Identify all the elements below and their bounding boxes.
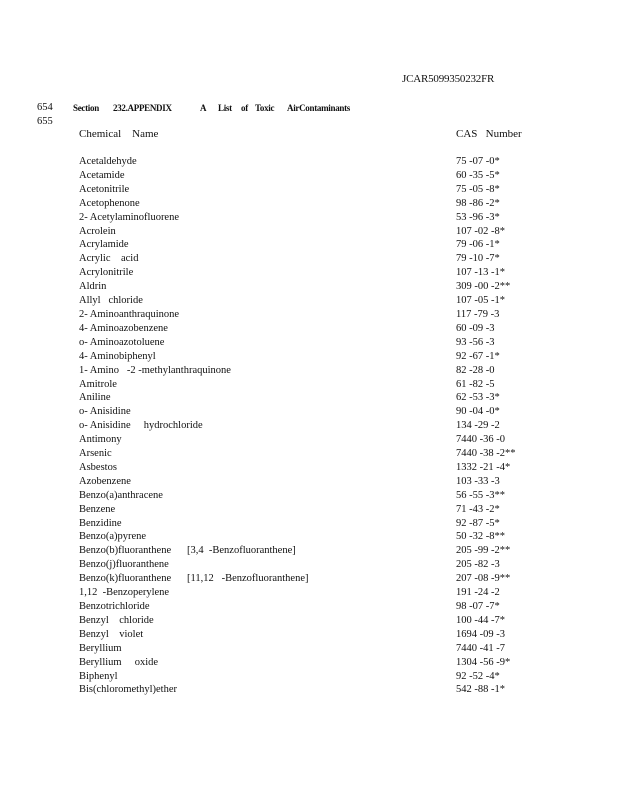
cas-number: 1304 -56 -9* xyxy=(456,656,511,668)
chemical-name: Acetaldehyde xyxy=(79,156,137,167)
chemical-list xyxy=(0,156,618,698)
table-row xyxy=(0,406,618,420)
table-row xyxy=(0,671,618,685)
cas-number: 98 -07 -7* xyxy=(456,601,500,612)
cas-number: 93 -56 -3 xyxy=(456,336,495,348)
chemical-name: 2- Acetylaminofluorene xyxy=(79,211,180,223)
table-row xyxy=(0,212,618,226)
chemical-name: Acetamide xyxy=(79,169,125,181)
chemical-name: Beryllium xyxy=(79,642,122,654)
chemical-name: Azobenzene xyxy=(79,475,131,487)
chemical-name: Benzyl chloride xyxy=(79,614,154,626)
cas-number: 56 -55 -3** xyxy=(456,489,505,501)
table-row xyxy=(0,379,618,393)
cas-number: 75 -05 -8* xyxy=(456,183,500,195)
line-numbers xyxy=(37,101,53,129)
chemical-name: Acrylic acid xyxy=(79,253,139,265)
chemical-name: Arsenic xyxy=(79,448,112,460)
table-row xyxy=(0,281,618,295)
table-row xyxy=(0,239,618,253)
table-row xyxy=(0,601,618,615)
chemical-name: Benzo(a)anthracene xyxy=(79,489,163,501)
table-row xyxy=(0,448,618,462)
chemical-name: Benzidine xyxy=(79,517,122,529)
table-row xyxy=(0,226,618,240)
table-row xyxy=(0,434,618,448)
cas-number: 53 -96 -3* xyxy=(456,211,500,223)
table-row xyxy=(0,295,618,309)
cas-number: 90 -04 -0* xyxy=(456,406,500,418)
chemical-name: Biphenyl xyxy=(79,670,118,682)
chemical-name: Benzo(j)fluoranthene xyxy=(79,559,169,571)
cas-number: 134 -29 -2 xyxy=(456,420,500,432)
cas-number: 107 -13 -1* xyxy=(456,267,505,279)
chemical-name: Bis(chloromethyl)ether xyxy=(79,684,177,696)
chemical-synonym: [3,4 -Benzofluoranthene] xyxy=(187,545,296,557)
cas-number: 60 -35 -5* xyxy=(456,169,500,181)
chemical-name: Acetonitrile xyxy=(79,183,130,195)
table-row xyxy=(0,253,618,267)
chemical-name: Benzene xyxy=(79,503,116,515)
cas-number: 50 -32 -8** xyxy=(456,531,505,543)
chemical-name: Acrylamide xyxy=(79,239,129,251)
chemical-name: 1- Amino -2 -methylanthraquinone xyxy=(79,364,231,376)
table-row xyxy=(0,420,618,434)
table-row xyxy=(0,531,618,545)
cas-number: 60 -09 -3 xyxy=(456,322,495,334)
document-id: JCAR5099350232FR xyxy=(402,73,495,85)
table-row xyxy=(0,156,618,170)
cas-number: 107 -05 -1* xyxy=(456,295,505,307)
table-row xyxy=(0,476,618,490)
table-row xyxy=(0,559,618,573)
cas-number: 79 -10 -7* xyxy=(456,253,500,265)
chemical-name: o- Anisidine xyxy=(79,406,131,418)
line-number: 655 xyxy=(37,116,53,127)
table-row xyxy=(0,490,618,504)
chemical-name: 4- Aminobiphenyl xyxy=(79,350,156,362)
table-row xyxy=(0,198,618,212)
chemical-name: Antimony xyxy=(79,434,122,446)
cas-number: 542 -88 -1* xyxy=(456,684,505,696)
chemical-name: o- Anisidine hydrochloride xyxy=(79,420,203,432)
cas-number: 309 -00 -2** xyxy=(456,281,511,293)
chemical-name: Allyl chloride xyxy=(79,295,143,307)
chemical-name: Aldrin xyxy=(79,281,107,293)
table-row xyxy=(0,615,618,629)
chemical-name: Benzo(k)fluoranthene xyxy=(79,573,172,585)
cas-number: 107 -02 -8* xyxy=(456,225,505,237)
cas-number: 205 -99 -2** xyxy=(456,545,511,557)
table-row xyxy=(0,184,618,198)
chemical-name: Acrylonitrile xyxy=(79,267,134,279)
cas-number: 191 -24 -2 xyxy=(456,587,500,599)
chemical-name: 2- Aminoanthraquinone xyxy=(79,308,180,320)
cas-number: 62 -53 -3* xyxy=(456,392,500,404)
table-row xyxy=(0,309,618,323)
table-row xyxy=(0,170,618,184)
cas-number: 7440 -36 -0 xyxy=(456,434,505,446)
cas-number: 1332 -21 -4* xyxy=(456,461,511,473)
cas-number: 92 -87 -5* xyxy=(456,517,500,529)
cas-number: 92 -52 -4* xyxy=(456,670,500,682)
chemical-name: 1,12 -Benzoperylene xyxy=(79,587,170,599)
chemical-name: Benzo(b)fluoranthene xyxy=(79,545,172,557)
section-of: of xyxy=(241,103,248,113)
section-toxic: Toxic xyxy=(255,103,275,113)
cas-number: 1694 -09 -3 xyxy=(456,628,505,640)
cas-number: 207 -08 -9** xyxy=(456,573,511,585)
chemical-synonym: [11,12 -Benzofluoranthene] xyxy=(187,573,309,585)
section-contaminants: AirContaminants xyxy=(287,103,351,113)
chemical-name: Aniline xyxy=(79,392,111,404)
table-row xyxy=(0,629,618,643)
cas-number: 92 -67 -1* xyxy=(456,350,500,362)
section-number: 232.APPENDIX xyxy=(113,103,172,113)
table-row xyxy=(0,392,618,406)
chemical-name: Asbestos xyxy=(79,461,117,473)
table-row xyxy=(0,545,618,559)
table-row xyxy=(0,323,618,337)
table-row xyxy=(0,337,618,351)
cas-number: 7440 -41 -7 xyxy=(456,642,505,654)
table-row xyxy=(0,462,618,476)
table-row xyxy=(0,684,618,698)
cas-number: 7440 -38 -2** xyxy=(456,448,516,460)
column-header-chemical-name: Chemical Name xyxy=(79,128,159,140)
chemical-name: Amitrole xyxy=(79,378,117,390)
chemical-name: Benzyl violet xyxy=(79,628,144,640)
cas-number: 71 -43 -2* xyxy=(456,503,500,515)
cas-number: 82 -28 -0 xyxy=(456,364,495,376)
cas-number: 103 -33 -3 xyxy=(456,475,500,487)
chemical-name: Acrolein xyxy=(79,225,116,237)
section-word: Section xyxy=(73,103,99,113)
table-row xyxy=(0,365,618,379)
table-row xyxy=(0,351,618,365)
table-row xyxy=(0,587,618,601)
chemical-name: Beryllium oxide xyxy=(79,656,159,668)
chemical-name: Benzo(a)pyrene xyxy=(79,531,147,543)
cas-number: 79 -06 -1* xyxy=(456,239,500,251)
chemical-name: Acetophenone xyxy=(79,197,140,209)
table-row xyxy=(0,518,618,532)
column-header-cas-number: CAS Number xyxy=(456,128,522,140)
table-row xyxy=(0,504,618,518)
chemical-name: o- Aminoazotoluene xyxy=(79,336,165,348)
cas-number: 75 -07 -0* xyxy=(456,156,500,167)
cas-number: 98 -86 -2* xyxy=(456,197,500,209)
table-row xyxy=(0,573,618,587)
chemical-name: 4- Aminoazobenzene xyxy=(79,322,168,334)
table-row xyxy=(0,267,618,281)
cas-number: 205 -82 -3 xyxy=(456,559,500,571)
section-a: A xyxy=(200,103,207,113)
chemical-name: Benzotrichloride xyxy=(79,601,150,612)
cas-number: 117 -79 -3 xyxy=(456,308,500,320)
line-number: 654 xyxy=(37,102,53,113)
table-row xyxy=(0,657,618,671)
cas-number: 61 -82 -5 xyxy=(456,378,495,390)
table-row xyxy=(0,643,618,657)
section-list: List xyxy=(218,103,232,113)
cas-number: 100 -44 -7* xyxy=(456,614,505,626)
